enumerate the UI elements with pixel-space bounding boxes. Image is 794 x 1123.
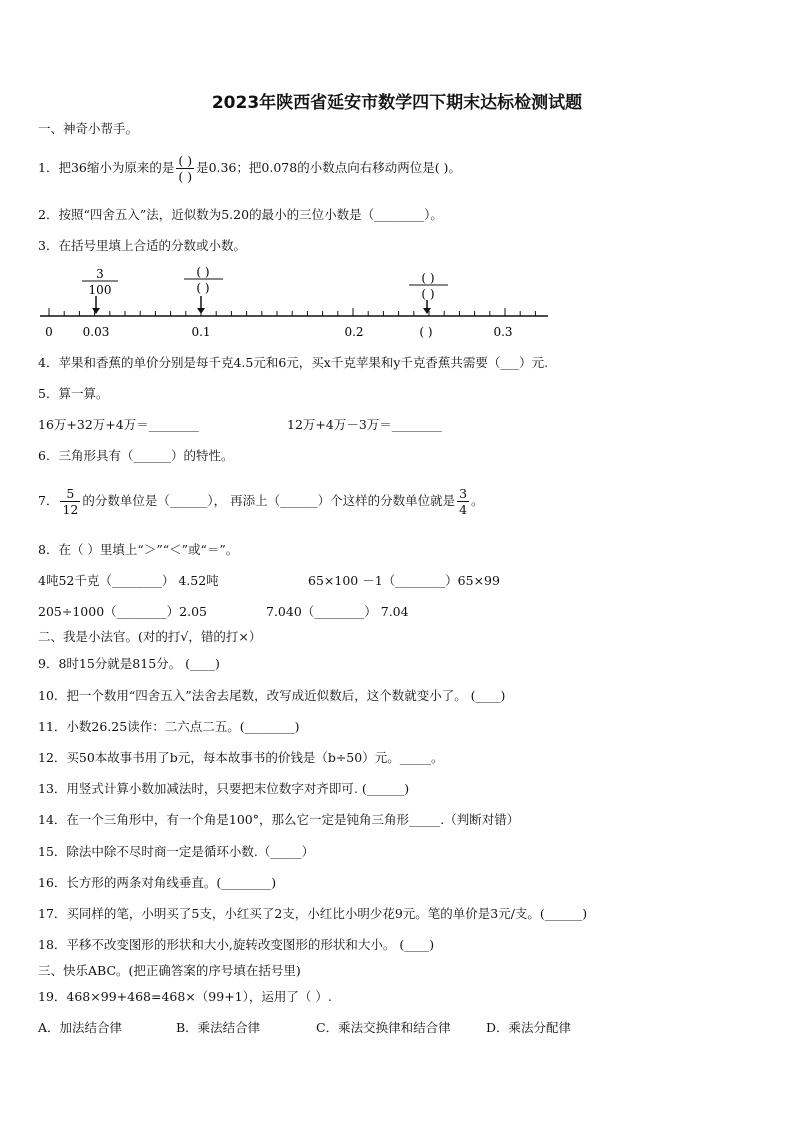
q1-fraction [176,153,194,184]
nl-label-0.03: 0.03 [82,325,110,339]
question-8a: 4吨52千克（________） 4.52吨 [38,573,219,588]
question-4: 4．苹果和香蕉的单价分别是每千克4.5元和6元，买x千克苹果和y千克香蕉共需要（___）元. [38,355,549,370]
q19-option-c: C．乘法交换律和结合律 [316,1020,451,1035]
nl-frac3-den: ( ) [421,287,435,301]
question-14: 14．在一个三角形中，有一个角是100°，那么它一定是钝角三角形_____.（判断对错） [38,812,520,827]
q7-fraction-2 [457,486,469,517]
nl-frac2-den: ( ) [196,281,210,295]
nl-frac1-num: 3 [96,267,104,281]
question-18: 18．平移不改变图形的形状和大小,旋转改变图形的形状和大小。 (____) [38,937,435,952]
nl-label-0.3: 0.3 [493,325,513,339]
question-8c: 205÷1000（________）2.05 [38,604,207,619]
q19-option-d: D．乘法分配律 [486,1020,572,1035]
question-8d: 7.040（________） 7.04 [266,604,409,619]
section-2-heading: 二、我是小法官。(对的打√，错的打×） [38,629,262,644]
question-5a: 16万+32万+4万＝________ [38,417,199,432]
q19-option-a: A．加法结合律 [38,1020,123,1035]
question-5: 5．算一算。 [38,386,109,401]
nl-label-0.2: 0.2 [344,325,364,339]
question-15: 15．除法中除不尽时商一定是循环小数.（_____） [38,844,315,859]
nl-frac1-den: 100 [88,283,112,297]
section-3-heading: 三、快乐ABC。(把正确答案的序号填在括号里) [38,963,301,978]
nl-label-blank: ( ) [419,325,433,339]
question-6: 6．三角形具有（______）的特性。 [38,448,234,463]
q7-fraction-1 [60,486,80,517]
q7-text-c: 。 [471,493,484,508]
q7-f2-den: 4 [459,502,468,517]
question-3: 3．在括号里填上合适的分数或小数。 [38,238,246,253]
q7-text-b: 的分数单位是（______）， 再添上（______）个这样的分数单位就是 [82,493,456,508]
q1-frac-num: ( ) [178,153,193,168]
question-7 [38,486,484,517]
nl-arrowhead-1 [92,308,100,314]
question-11: 11．小数26.25读作：二六点二五。(________) [38,719,300,734]
q1-text-a: 1．把36缩小为原来的是 [38,160,175,175]
nl-label-0.1: 0.1 [191,325,211,339]
question-8b: 65×100 －1（________）65×99 [308,573,500,588]
q19-option-b: B．乘法结合律 [176,1020,261,1035]
nl-arrowhead-3 [423,308,431,314]
question-13: 13．用竖式计算小数加减法时，只要把末位数字对齐即可. (______) [38,781,410,796]
nl-frac2-num: ( ) [196,266,210,279]
page-title: 2023年陕西省延安市数学四下期末达标检测试题 [211,93,583,113]
question-2: 2．按照“四舍五入”法，近似数为5.20的最小的三位小数是（________）。 [38,207,443,222]
nl-label-0: 0 [45,325,53,339]
number-line-ticks [49,308,535,316]
question-1 [38,153,461,184]
q7-f1-num: 5 [60,486,80,502]
q1-text-b: 是0.36；把0.078的小数点向右移动两位是( )。 [196,160,461,175]
question-8: 8．在（ ）里填上“＞”“＜”或“＝”。 [38,542,239,557]
q7-text-a: 7． [38,493,59,508]
section-1-heading: 一、神奇小帮手。 [38,121,139,136]
number-line-figure [38,266,553,346]
q7-f2-num: 3 [459,486,468,501]
question-17: 17．买同样的笔，小明买了5支，小红买了2支，小红比小明少花9元。笔的单价是3元/支。(______) [38,906,588,921]
question-12: 12．买50本故事书用了b元，每本故事书的价钱是（b÷50）元。_____。 [38,750,444,765]
question-9: 9．8时15分就是815分。 (____) [38,656,220,671]
nl-frac3-num: ( ) [421,271,435,285]
question-16: 16．长方形的两条对角线垂直。(________) [38,875,277,890]
q7-f1-den: 12 [62,502,79,517]
question-19: 19．468×99+468=468×（99+1），运用了（ ）. [38,989,332,1004]
question-10: 10．把一个数用“四舍五入”法舍去尾数，改写成近似数后，这个数就变小了。 (____) [38,688,506,703]
question-5b: 12万+4万－3万＝________ [287,417,442,432]
q1-frac-den: ( ) [178,169,193,184]
nl-arrowhead-2 [197,308,205,314]
